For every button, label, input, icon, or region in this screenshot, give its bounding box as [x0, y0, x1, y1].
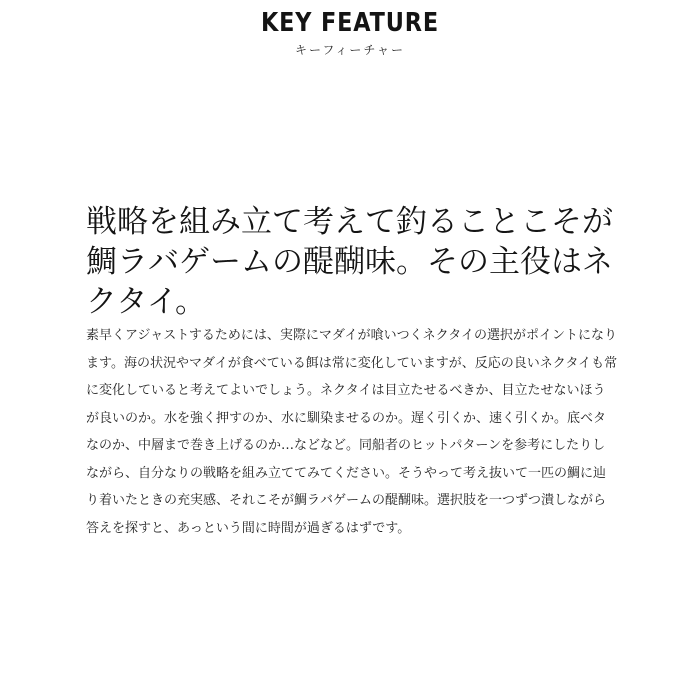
headline: 戦略を組み立て考えて釣ることこそが鯛ラバゲームの醍醐味。その主役はネクタイ。	[86, 204, 613, 320]
feature-header	[0, 0, 700, 58]
body-paragraph: 素早くアジャストするためには、実際にマダイが喰いつくネクタイの選択がポイントになります。海の状況やマダイが食べている餌は常に変化していますが、反応の良いネクタイも常に変化していると考えてよいでしょう。ネクタイは目立たせるべきか、目立たせないほうが良いのか。水を強く押すのか、水に馴染ませるのか。遅く引くか、速く引くか。底ベタなのか、中層まで巻き上げるのか…などなど。同船者のヒットパターンを参考にしたりしながら、自分なりの戦略を組み立ててみてください。そうやって考え抜いて一匹の鯛に辿り着いたときの充実感、それこそが鯛ラバゲームの醍醐味。選択肢を一つずつ潰しながら答えを探すと、あっという間に時間が過ぎるはずです。	[86, 328, 618, 536]
section-subtitle: キーフィーチャー	[294, 43, 406, 57]
section-title: KEY FEATURE	[260, 8, 440, 38]
